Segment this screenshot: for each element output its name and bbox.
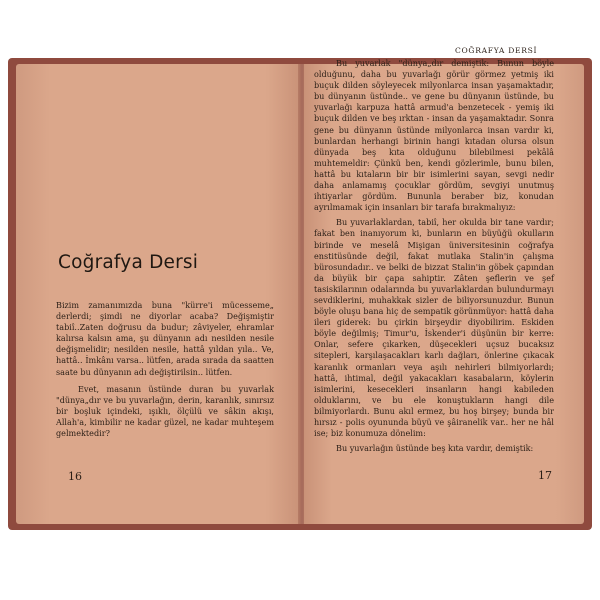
running-head: COĞRAFYA DERSİ [455, 46, 538, 55]
right-paragraph-1: Bu yuvarlak "dünya„dır demiştik: Bunun böyle olduğunu, daha bu yuvarlağı görür görmez yetmiş iki buçuk dilden söyleyecek milyonlarca insan yaşamaktadır, bu dünyanın üstünde.. ve gene bu dünyanın üstünde, bu yuvarlağı karpuza hattâ armud'a benzetecek - yemiş iki buçuk dilden ve beş ırktan - insan da yaşamaktadır. Sonra gene bu dünyanın üstünde milyonlarca insan vardır ki, bunlardan herhangi birinin hangi kıtadan olursa olsun dünyada beş kıta olduğunu bilebilmesi pekâlâ muhtemeldir: Çünkü ben, kendi gözlerimle, bunu bilen, hattâ bu kıtaların bir bir isimlerini sayan, sevgi nedir daha anlamamış çocuklar gördüm, sevgiyi unutmuş ihtiyarlar gördüm. Bununla beraber biz, konudan ayrılmamak için insanları bir tarafa bırakmalıyız: [314, 58, 554, 213]
left-paragraph-2: Evet, masanın üstünde duran bu yuvarlak "dünya„dır ve bu yuvarlağın, derin, karanlık, sınırsız bir boşluk içindeki, ışıklı, ölçülü ve sâkin akışı, Allah'a, kimbilir ne kadar güzel, ne kadar muhteşem gelmektedir? [56, 383, 274, 439]
page-number-right: 17 [538, 469, 552, 482]
right-page-text [314, 58, 554, 454]
left-page [16, 64, 300, 524]
right-paragraph-3: Bu yuvarlağın üstünde beş kıta vardır, demiştik: [336, 443, 534, 454]
right-paragraph-2: Bu yuvarlaklardan, tabiî, her okulda bir tane vardır; fakat ben inanıyorum ki, bunların en büyüğü okulların birinde ve meselâ Mişigan üniversitesinin coğrafya enstitüsünde değil, fakat mutlaka Stalin'in çalışma bürosundadır.. ve belki de bizzat Stalin'in göbek çapından da büyük bir çapa sahiptir. Zâten şeflerin ve şef tasiskilarının odalarında bu yuvarlaklardan bulundurmayı sevdiklerini, muhakkak sizler de biliyorsunuzdur. Bunun böyle oluşu bana hiç de sempatik görünmüyor: hattâ daha ileri giderek: bu çirkin birşeydir diyobilirim. Eskiden böyle değilmiş; Timur'u, İskender'i düşünün bir kerre: Onlar, sefere çıkarken, düşecekleri uçsuz bucaksız sitepleri, karşılaşacakları karlı dağları, önlerine çıkacak karanlık ormanları veya aşılı nehirleri bilmiyorlardı; hattâ, ihtimal, değil yakacakları kasabaların, köylerin isimlerini, kesecekleri insanların hangi kabileden olduklarını, ve bu ele konuştukların hangi dile bilmiyorlardı. Bunu akıl ermez, bu hoş birşey; bunda bir hırsız - polis oyununda büyü ve şâiranelik var.. her ne hâl ise; biz konumuza dönelim: [314, 217, 554, 439]
left-page-text [56, 300, 274, 439]
chapter-title: Coğrafya Dersi [58, 252, 199, 273]
page-number-left: 16 [68, 470, 82, 483]
left-paragraph-1: Bizim zamanımızda buna "kürre'i mücesseme„ derlerdi; şimdi ne diyorlar acaba? Değişmiştir tabiî..Zaten doğrusu da budur; zâviyeler, ehramlar kalırsa kalsın ama, şu dünyanın adı nesilden nesile değişmelidir; nesilden nesile, hattâ yıldan yıla.. Ve, hattâ.. İmkânı varsa.. lütfen, arada sırada da saatten saate bu dünyanın adı değiştirilsin.. lütfen. [56, 300, 274, 377]
